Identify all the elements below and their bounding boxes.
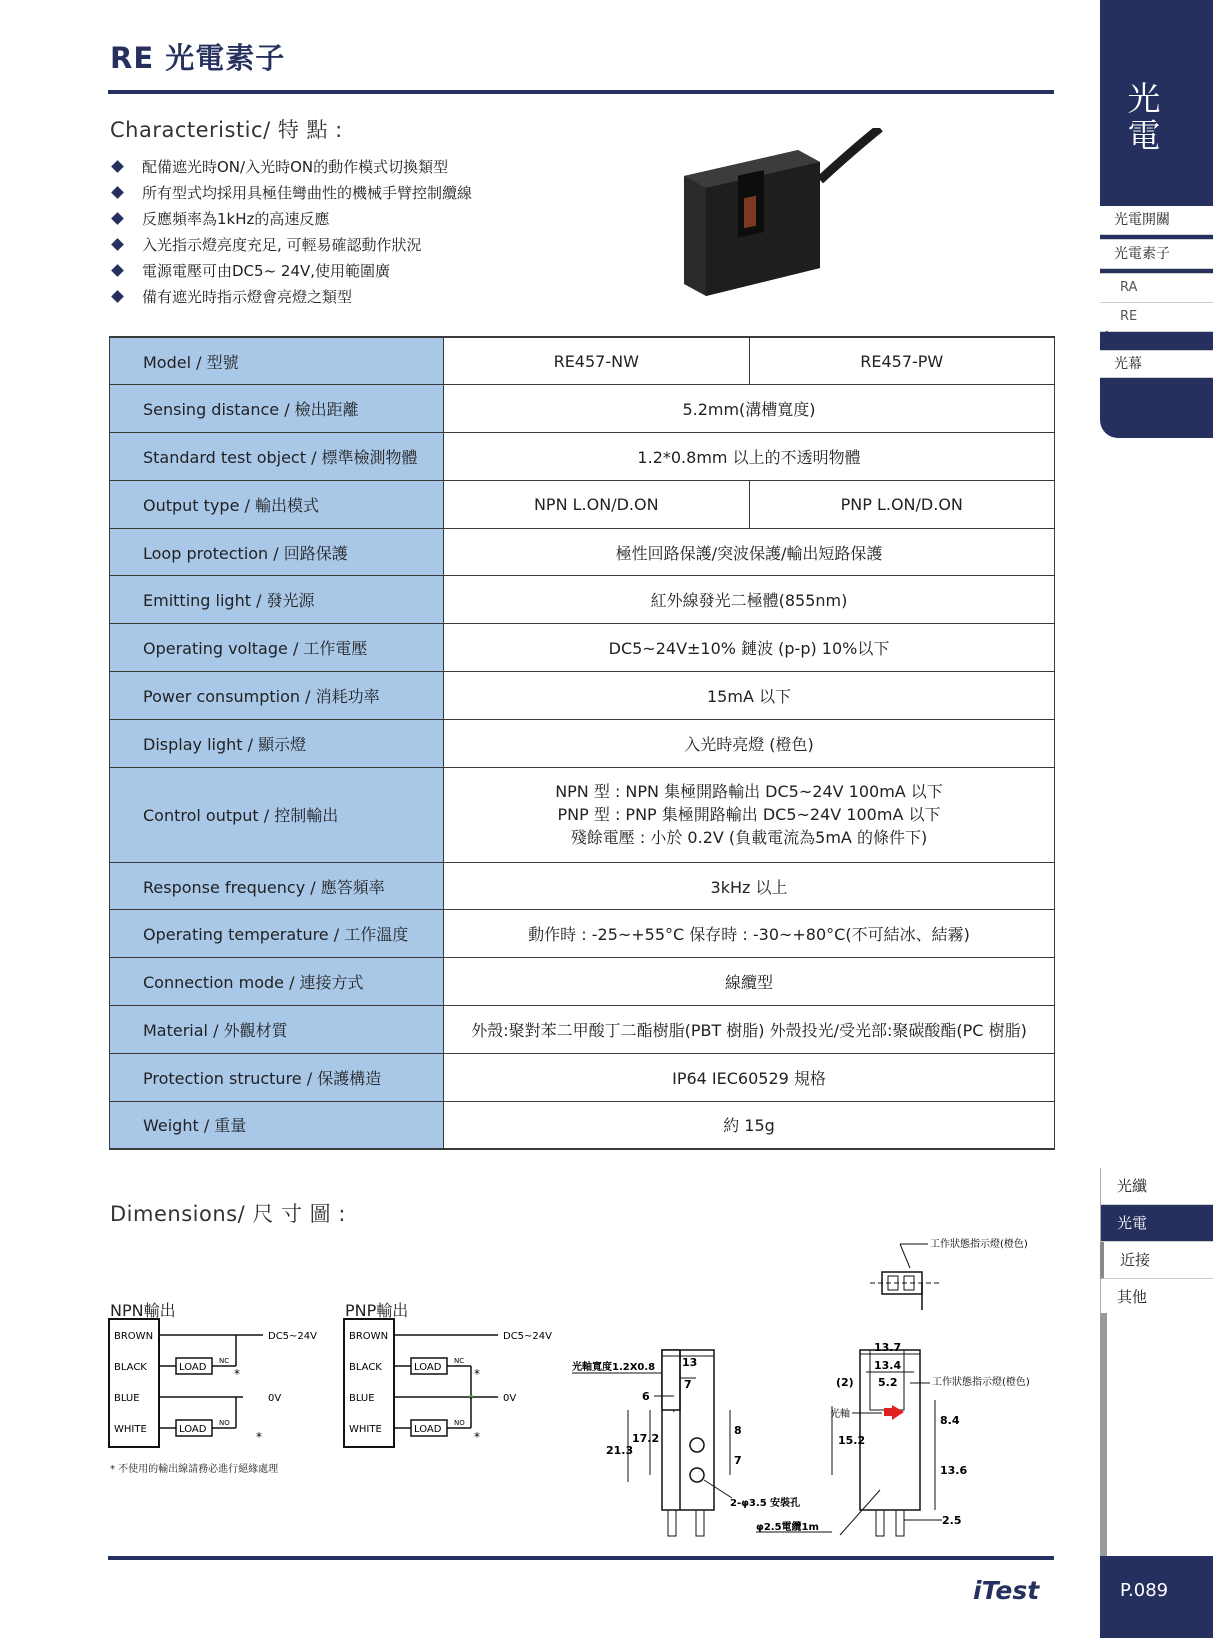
wire-label: BROWN [114, 1331, 154, 1342]
no-label: NO [219, 1419, 230, 1427]
spec-value: 1.2*0.8mm 以上的不透明物體 [444, 433, 1055, 481]
sidebar-title: 光電 [1127, 79, 1161, 155]
feature-list [110, 154, 472, 310]
dimensions-heading: Dimensions/ 尺 寸 圖 : [110, 1202, 346, 1226]
dim-8-4: 8.4 [940, 1414, 960, 1427]
load-label: LOAD [179, 1362, 207, 1373]
spec-label: Protection structure / 保護構造 [110, 1053, 444, 1101]
page-number: P.089 [1120, 1580, 1169, 1601]
wire-label: WHITE [349, 1424, 382, 1435]
dim-5-2: 5.2 [878, 1376, 898, 1389]
star-mark: * [474, 1430, 480, 1444]
dim-21-3: 21.3 [606, 1444, 634, 1457]
diamond-bullet-icon [111, 238, 124, 251]
dim-2-5: 2.5 [942, 1514, 962, 1527]
spec-label: Control output / 控制輸出 [110, 767, 444, 862]
npn-title: NPN輸出 [110, 1301, 176, 1320]
diamond-bullet-icon [111, 290, 124, 303]
category-photoelectric[interactable]: 光電 [1100, 1205, 1213, 1242]
spec-label: Connection mode / 連接方式 [110, 958, 444, 1006]
dim-13-7: 13.7 [874, 1341, 902, 1354]
page-title: RE 光電素子 [110, 41, 286, 75]
spec-value [444, 767, 1055, 862]
spec-value: 15mA 以下 [444, 672, 1055, 720]
control-line: 殘餘電壓 : 小於 0.2V (負載電流為5mA 的條件下) [570, 828, 928, 848]
table-row [110, 672, 1055, 720]
sidebar-categories [1100, 1168, 1213, 1316]
mount-hole-label: 2-φ3.5 安裝孔 [730, 1498, 801, 1509]
spec-value: 極性回路保護/突波保護/輸出短路保護 [444, 528, 1055, 576]
axis-label: 光軸 [830, 1409, 850, 1420]
load-label: LOAD [414, 1362, 442, 1373]
diamond-bullet-icon [111, 186, 124, 199]
diamond-bullet-icon [111, 212, 124, 225]
table-row [110, 1006, 1055, 1054]
list-item [110, 232, 472, 258]
spec-label: Emitting light / 發光源 [110, 576, 444, 624]
table-row [110, 433, 1055, 481]
wiring-note: * 不使用的輸出線請務必進行絕緣處理 [110, 1464, 279, 1475]
wire-label: BLUE [349, 1393, 375, 1404]
spec-label: Operating temperature / 工作溫度 [110, 910, 444, 958]
table-row [110, 1101, 1055, 1149]
cable-label: φ2.5電纜1m [756, 1522, 819, 1533]
dim-8: 8 [734, 1424, 742, 1437]
spec-value: IP64 IEC60529 規格 [444, 1053, 1055, 1101]
spec-value: 紅外線發光二極體(855nm) [444, 576, 1055, 624]
characteristics-heading: Characteristic/ 特 點 : [110, 118, 343, 142]
list-item [110, 284, 472, 310]
spec-value: 入光時亮燈 (橙色) [444, 719, 1055, 767]
axis-width-label: 光軸寬度1.2X0.8 [572, 1362, 656, 1373]
diamond-bullet-icon [111, 160, 124, 173]
spec-label: Display light / 顯示燈 [110, 719, 444, 767]
sidebar-item-label: RE [1120, 309, 1138, 324]
dim-7b: 7 [734, 1454, 742, 1467]
spec-label: Model / 型號 [110, 337, 444, 385]
table-row [110, 576, 1055, 624]
supply-label: DC5~24V [268, 1331, 317, 1342]
feature-text: 入光指示燈亮度充足, 可輕易確認動作狀況 [142, 236, 422, 254]
table-row [110, 624, 1055, 672]
category-other[interactable]: 其他 [1100, 1279, 1213, 1316]
table-row [110, 337, 1055, 385]
wire-label: BLACK [349, 1362, 382, 1373]
spec-label: Output type / 輸出模式 [110, 480, 444, 528]
spec-label: Operating voltage / 工作電壓 [110, 624, 444, 672]
sidebar-item-photoelectric-switch[interactable]: 光電開關 [1100, 206, 1213, 235]
dim-6: 6 [642, 1390, 650, 1403]
table-row [110, 767, 1055, 862]
list-item [110, 206, 472, 232]
spec-label: Sensing distance / 檢出距離 [110, 385, 444, 433]
zero-volt-label: 0V [268, 1393, 282, 1404]
spec-value: RE457-NW [444, 337, 750, 385]
dim-13-4: 13.4 [874, 1359, 902, 1372]
control-line: NPN 型 : NPN 集極開路輸出 DC5~24V 100mA 以下 [555, 782, 943, 802]
wire-label: BLUE [114, 1393, 140, 1404]
supply-label: DC5~24V [503, 1331, 552, 1342]
spec-table [109, 336, 1055, 1150]
pnp-wiring-diagram [343, 1318, 563, 1456]
spec-value: DC5~24V±10% 鏈波 (p-p) 10%以下 [444, 624, 1055, 672]
dim-13-6: 13.6 [940, 1464, 968, 1477]
spec-value: 約 15g [444, 1101, 1055, 1149]
spec-label: Loop protection / 回路保護 [110, 528, 444, 576]
diamond-bullet-icon [111, 264, 124, 277]
spec-label: Weight / 重量 [110, 1101, 444, 1149]
spec-label: Standard test object / 標準檢測物體 [110, 433, 444, 481]
feature-text: 反應頻率為1kHz的高速反應 [142, 210, 330, 228]
spec-label: Power consumption / 消耗功率 [110, 672, 444, 720]
table-row [110, 480, 1055, 528]
feature-text: 所有型式均採用具極佳彎曲性的機械手臂控制纜線 [142, 184, 473, 202]
table-row [110, 910, 1055, 958]
feature-text: 配備遮光時ON/入光時ON的動作模式切換類型 [142, 158, 449, 176]
sidebar-gray-inner [1107, 1313, 1213, 1556]
dimension-drawing [570, 1230, 1060, 1540]
load-label: LOAD [179, 1424, 207, 1435]
control-line: PNP 型 : PNP 集極開路輸出 DC5~24V 100mA 以下 [557, 805, 941, 825]
table-row [110, 385, 1055, 433]
bottom-rule [108, 1556, 1054, 1560]
sidebar-divider [1100, 342, 1213, 351]
indicator-label-2: 工作狀態指示燈(橙色) [932, 1377, 1030, 1388]
table-row [110, 528, 1055, 576]
product-photo [670, 128, 900, 308]
table-row [110, 862, 1055, 910]
sidebar-item-ra[interactable]: RA [1100, 274, 1213, 303]
dim-7: 7 [684, 1378, 692, 1391]
dim-15-2: 15.2 [838, 1434, 866, 1447]
spec-value: 3kHz 以上 [444, 862, 1055, 910]
dim-17-2: 17.2 [632, 1432, 660, 1445]
nc-label: NC [219, 1357, 230, 1365]
table-row [110, 958, 1055, 1006]
sidebar-item-re[interactable] [1100, 303, 1213, 340]
load-label: LOAD [414, 1424, 442, 1435]
category-proximity[interactable]: 近接 [1100, 1242, 1213, 1279]
spec-value: 線纜型 [444, 958, 1055, 1006]
spec-value: RE457-PW [749, 337, 1055, 385]
star-mark: * [234, 1367, 240, 1381]
sidebar-item-light-curtain[interactable]: 光幕 [1100, 351, 1213, 378]
list-item [110, 154, 472, 180]
list-item [110, 258, 472, 284]
dim-13: 13 [682, 1356, 698, 1369]
brand-logo: iTest [973, 1576, 1040, 1605]
sidebar-menu [1100, 206, 1213, 378]
sidebar-item-photoelectric-element[interactable]: 光電素子 [1100, 240, 1213, 269]
category-fiber[interactable]: 光纖 [1100, 1168, 1213, 1205]
spec-value: 外殼:聚對苯二甲酸丁二酯樹脂(PBT 樹脂) 外殼投光/受光部:聚碳酸酯(PC 樹脂) [444, 1006, 1055, 1054]
indicator-label: 工作狀態指示燈(橙色) [930, 1239, 1028, 1250]
spec-value: 動作時 : -25~+55°C 保存時 : -30~+80°C(不可結冰、結霧) [444, 910, 1055, 958]
list-item [110, 180, 472, 206]
spec-label: Material / 外觀材質 [110, 1006, 444, 1054]
spec-value: 5.2mm(溝槽寬度) [444, 385, 1055, 433]
paren-2: (2) [836, 1376, 854, 1389]
no-label: NO [454, 1419, 465, 1427]
arrow-left-icon: ◀ [1100, 329, 1108, 340]
feature-text: 備有遮光時指示燈會亮燈之類型 [142, 288, 353, 306]
wire-label: BROWN [349, 1331, 389, 1342]
spec-label: Response frequency / 應答頻率 [110, 862, 444, 910]
star-mark: * [256, 1430, 262, 1444]
star-mark: * [474, 1367, 480, 1381]
nc-label: NC [454, 1357, 465, 1365]
feature-text: 電源電壓可由DC5~ 24V,使用範圍廣 [142, 262, 391, 280]
spec-value: NPN L.ON/D.ON [444, 480, 750, 528]
table-row [110, 719, 1055, 767]
table-row [110, 1053, 1055, 1101]
spec-value: PNP L.ON/D.ON [749, 480, 1055, 528]
title-rule [108, 90, 1054, 94]
zero-volt-label: 0V [503, 1393, 517, 1404]
pnp-title: PNP輸出 [345, 1301, 409, 1320]
npn-wiring-diagram [108, 1318, 328, 1456]
wire-label: BLACK [114, 1362, 147, 1373]
wire-label: WHITE [114, 1424, 147, 1435]
